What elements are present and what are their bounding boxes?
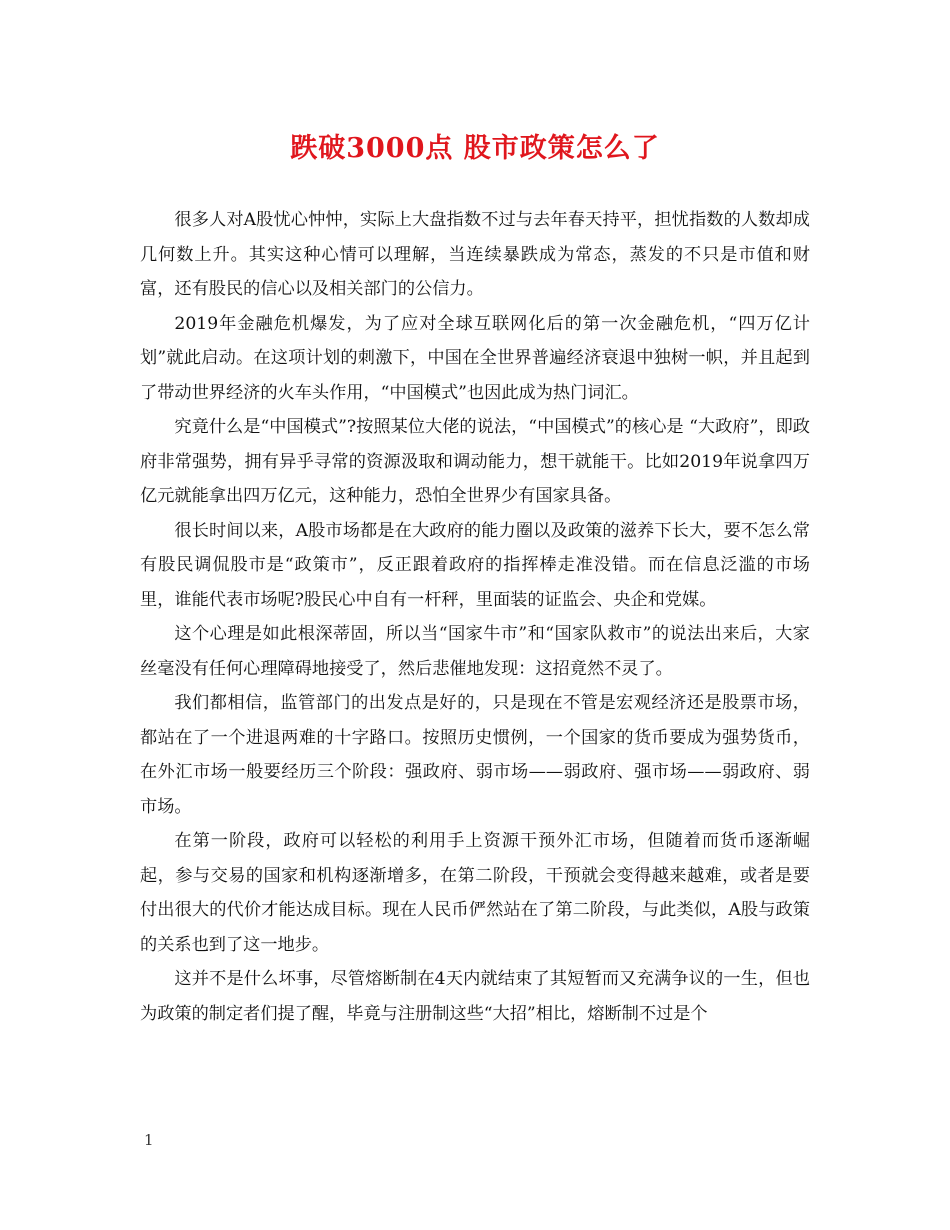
paragraph: 我们都相信，监管部门的出发点是好的，只是现在不管是宏观经济还是股票市场，都站在了一个进退两难的十字路口。按照历史惯例，一个国家的货币要成为强势货币，在外汇市场一般要经历三个阶段：强政府、弱市场——弱政府、强市场——弱政府、弱市场。	[140, 693, 810, 817]
document-title: 跌破3000点 股市政策怎么了	[290, 133, 660, 164]
paragraph: 这并不是什么坏事，尽管熔断制在4天内就结束了其短暂而又充满争议的一生，但也为政策的制定者们提了醒，毕竟与注册制这些“大招”相比，熔断制不过是个	[140, 969, 810, 1024]
document-body	[140, 203, 810, 1031]
page-number: 1	[144, 1131, 154, 1149]
paragraph: 很长时间以来，A股市场都是在大政府的能力圈以及政策的滋养下长大，要不怎么常有股民调侃股市是“政策市”，反正跟着政府的指挥棒走准没错。而在信息泛滥的市场里，谁能代表市场呢?股民心中自有一杆秤，里面装的证监会、央企和党媒。	[140, 520, 810, 610]
paragraph: 2019年金融危机爆发，为了应对全球互联网化后的第一次金融危机，“四万亿计划”就此启动。在这项计划的刺激下，中国在全世界普遍经济衰退中独树一帜，并且起到了带动世界经济的火车头作用，“中国模式”也因此成为热门词汇。	[140, 313, 810, 403]
paragraph: 这个心理是如此根深蒂固，所以当“国家牛市”和“国家队救市”的说法出来后，大家丝毫没有任何心理障碍地接受了，然后悲催地发现：这招竟然不灵了。	[140, 624, 810, 679]
paragraph: 很多人对A股忧心忡忡，实际上大盘指数不过与去年春天持平，担忧指数的人数却成几何数上升。其实这种心情可以理解，当连续暴跌成为常态，蒸发的不只是市值和财富，还有股民的信心以及相关部门的公信力。	[140, 210, 810, 299]
paragraph: 究竟什么是“中国模式”?按照某位大佬的说法，“中国模式”的核心是 “大政府”，即政府非常强势，拥有异乎寻常的资源汲取和调动能力，想干就能干。比如2019年说拿四万亿元就能拿出四万亿元，这种能力，恐怕全世界少有国家具备。	[140, 417, 810, 506]
paragraph: 在第一阶段，政府可以轻松的利用手上资源干预外汇市场，但随着而货币逐渐崛起，参与交易的国家和机构逐渐增多，在第二阶段，干预就会变得越来越难，或者是要付出很大的代价才能达成目标。现在人民币俨然站在了第二阶段，与此类似，A股与政策的关系也到了这一地步。	[140, 831, 810, 955]
